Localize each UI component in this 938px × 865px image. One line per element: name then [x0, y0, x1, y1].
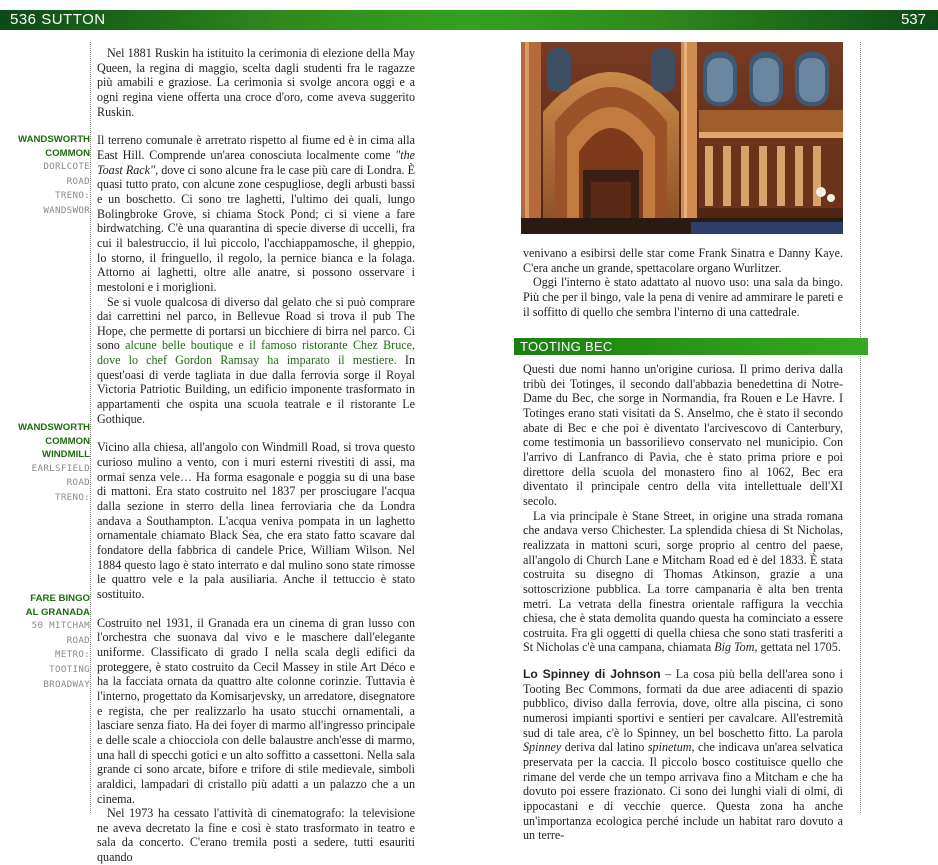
- body-text: In quest'oasi di verde tagliata in due dalla ferrovia sorge il Royal Victoria Patriotic Building, un edificio imponente trasformato in appartamenti che ospita una scuola teatrale e il ristorante Le Gothique.: [97, 353, 415, 426]
- body-text: , che indicava un'area selvatica preservata per la caccia. Il piccolo bosco costituisce quello che rimane del verde che un tempo arrivava fino a Mitcham e che ha dovuto poi essere frazionato. Ci sono dei lunghi viali di olmi, di ippocastani e di vecchie querce. Questa zona ha anche un'importanza ecologica perché include un habitat raro dovuto a un terre-: [523, 740, 843, 843]
- sidebar-address-line: ROAD: [66, 175, 90, 187]
- photo-illustration: [521, 42, 843, 234]
- right-text-top: [523, 246, 843, 319]
- wandsworth-common-paragraph-2: [97, 295, 415, 427]
- body-text: Nel 1973 ha cessato l'attività di cinematografo: la televisione ne aveva decretato la fine e così è stato trasformato in teatro e sala da concerto. C'erano tremila posti a sedere, tutti esauriti quando: [97, 806, 415, 865]
- body-text: deriva dal latino: [561, 740, 648, 755]
- sidebar-address-line: TOOTING: [49, 663, 90, 675]
- body-text: La via principale è Stane Street, in origine una strada romana che andava verso Chichester. La splendida chiesa di St Nicholas, realizzata in mattoni scuri, sorge proprio al centro del paese, all'angolo di Church Lane e Mitcham Road ed è del 1833. È stata costruita su disegno di Thomas Atkinson, grazie a una sottoscrizione pubblica. La torre campanaria è alta ben trenta metri. La vetrata della finestra orientale raffigura la vecchia chiesa, che è stata demolita quando questa ha cominciato a essere costruita. Fra gli oggetti di quella chiesa che sono stati trasferiti a St Nicholas c'è una campana, chiamata: [523, 508, 843, 655]
- sidebar-address-line: BROADWAY: [43, 678, 90, 690]
- left-margin-rule: [90, 42, 91, 813]
- sidebar-title-line: WINDMILL: [42, 449, 90, 461]
- left-text-column: [97, 46, 415, 865]
- section-heading-tooting-bec: [514, 338, 868, 355]
- sidebar-label-windmill: [0, 421, 90, 506]
- emphasis-text: Spinney: [523, 740, 562, 755]
- intro-text: Nel 1881 Ruskin ha istituito la cerimonia di elezione della May Queen, la regina di maggio, scelta dagli studenti fra le ragazze più amabili e graziose. La cerimonia si svolge ancora oggi e a ogni regina viene offerta una croce d'oro, come aveva suggerito Ruskin.: [97, 46, 415, 119]
- sidebar-address-line: ROAD: [66, 477, 90, 489]
- body-text: Questi due nomi hanno un'origine curiosa. Il primo deriva dalla tribù dei Totinges, il secondo dall'abbazia benedettina di Notre-Dame du Bec, che sorge in Normandia, fra Rouen e Le Havre. I Totinges erano stati visitati da S. Anselmo, che è stato il secondo abate di Bec e che poi è diventato l'arcivescovo di Canterbury, come testimonia un bassorilievo conservato nel municipio. Con l'arrivo di Lanfranco di Pavia, che è stato prima priore e poi direttore della scuola del monastero fino al 1062, Bec era diventato il principale centro della vita intellettuale dell'XI secolo.: [523, 362, 843, 508]
- right-text-bottom: [523, 362, 843, 843]
- intro-paragraph: [97, 46, 415, 119]
- highlighted-text: alcune belle boutique e il famoso ristorante Chez Bruce, dove lo chef Gordon Ramsay ha imparato il mestiere.: [97, 338, 416, 368]
- left-page-header: 536 SUTTON: [10, 11, 106, 28]
- body-text: Se si vuole qualcosa di diverso dal gelato che si può comprare dai carrettini nel parco, in Bellevue Road si trova il pub The Hope, che permette di portarsi un bicchiere di birra nel parco. Ci sono: [97, 294, 415, 353]
- sidebar-address-line: DORLCOTE: [43, 161, 90, 173]
- sidebar-address-line: ROAD: [66, 634, 90, 646]
- body-text: Costruito nel 1931, il Granada era un cinema di gran lusso con l'orchestra che suonava dal vivo e le maschere dall'elegante uniforme. Classificato di grado I nella scala degli edifici da proteggere, è stato costruito da Cecil Massey in stile Art Déco e ha la facciata ornata da quattro alte colonne corinzie. Tuttavia è l'interno, progettato da Komisarjevsky, un arredatore, disegnatore e regista, che per realizzarlo ha usato stucchi ornamentali, a lasciare senza fiato. Ha dei foyer di marmo all'ingresso principale e delle scale a chiocciola con delle balaustre anch'esse di marmo, una hall di specchi gotici e un alto soffitto a cassettoni. Nella sala grande ci sono arcate, bifore e trifore di stile medievale, simboli araldici, lampadari di cristallo più adatti a un palazzo che a un cinema.: [97, 615, 415, 806]
- wandsworth-common-paragraph: [97, 133, 415, 294]
- granada-continued-paragraph-2: [523, 275, 843, 319]
- spinney-paragraph: [523, 667, 843, 843]
- sidebar-title-line: AL GRANADA: [25, 606, 90, 618]
- granada-interior-photo: [521, 42, 843, 234]
- sidebar-title-line: FARE BINGO: [30, 593, 90, 604]
- sidebar-address-line: WANDSWOR: [43, 204, 90, 216]
- granada-continued-paragraph: [523, 246, 843, 275]
- sidebar-address-line: METRO:: [55, 649, 90, 661]
- sidebar-label-wandsworth-common: [0, 133, 90, 219]
- right-page-number: 537: [900, 11, 926, 28]
- subheading-text: Lo Spinney di Johnson: [523, 667, 661, 682]
- body-text: Vicino alla chiesa, all'angolo con Windmill Road, si trova questo curioso mulino a vento, con i muri esterni rivestiti di assi, ma ormai senza vele… Ha forma esagonale e poggia su di una base di mattoni. Era stato costruito nel 1837 per prosciugare l'acqua dalla sezione in sterro della linea ferroviaria che da Londra andava a Southampton. L'acqua veniva pompata in un laghetto ornamentale chiamato Black Sea, che era stato fatto scavare dal fondatore della fabbrica di candele Price, William Wilson. Nel 1884 questo lago è stato interrato e dal mulino sono state rimosse le quattro vele e la pala ausiliaria. Anche il tettuccio è stato sostituito.: [97, 440, 415, 601]
- body-text: venivano a esibirsi delle star come Frank Sinatra e Danny Kaye. C'era anche un grande, spettacolare organo Wurlitzer.: [523, 246, 843, 275]
- emphasis-text: Big Tom: [714, 640, 755, 655]
- section-heading-text: TOOTING BEC: [520, 339, 613, 354]
- sidebar-address-line: TRENO:: [55, 491, 90, 503]
- right-margin-rule: [860, 42, 861, 813]
- sidebar-label-granada: [0, 592, 90, 692]
- granada-paragraph: [97, 616, 415, 807]
- granada-paragraph-2: [97, 806, 415, 865]
- sidebar-title-line: WANDSWORTH: [18, 134, 90, 145]
- emphasis-text: spinetum: [647, 740, 692, 755]
- body-text: , dove ci sono alcune fra le case più care di Londra. È quasi tutto prato, con alcune zone cespugliose, degli arbusti bassi e un boschetto. Ci sono tre laghetti, l'ultimo dei quali, lungo Bolingbroke Grove, si chiama Stock Pond; ci si viene a fare birdwatching. C'è una quarantina di specie diverse di uccelli, fra cui il balestruccio, il luì piccolo, l'acchiappamosche, il gheppio, lo storno, il fringuello, il regolo, la pernice bianca e la folaga. Attorno ai laghetti, oltre alle anatre, si possono osservare i mestoloni e i moriglioni.: [97, 162, 415, 294]
- body-text: Oggi l'interno è stato adattato al nuovo uso: una sala da bingo. Più che per il bingo, vale la pena di venire ad ammirare le pareti e il soffitto di quello che sembra l'interno di una cattedrale.: [523, 275, 843, 319]
- sidebar-address-line: 50 MITCHAM: [31, 620, 90, 632]
- body-text: , gettata nel 1705.: [754, 640, 841, 655]
- sidebar-title-line: COMMON: [45, 147, 90, 159]
- body-text: Il terreno comunale è arretrato rispetto al fiume ed è in cima alla East Hill. Comprende un'area conosciuta localmente come: [97, 133, 415, 162]
- body-text: – La cosa più bella dell'area sono i Tooting Bec Commons, formati da due aree adiacenti di spazio pubblico, diviso dalla ferrovia, dove, oltre alla piscina, ci sono numerosi impianti sportivi e sentieri per cavalcare. All'estremità sud di tale area, c'è lo Spinney, un bel boschetto fitto. La parola: [523, 667, 843, 740]
- tooting-bec-paragraph-2: [523, 509, 843, 656]
- windmill-paragraph: [97, 440, 415, 601]
- sidebar-title-line: COMMON: [45, 435, 90, 447]
- sidebar-address-line: TRENO:: [55, 190, 90, 202]
- sidebar-address-line: EARLSFIELD: [31, 462, 90, 474]
- sidebar-title-line: WANDSWORTH: [18, 422, 90, 433]
- running-header: [0, 10, 938, 30]
- tooting-bec-paragraph: [523, 362, 843, 509]
- emphasis-text: "the Toast Rack": [97, 147, 415, 177]
